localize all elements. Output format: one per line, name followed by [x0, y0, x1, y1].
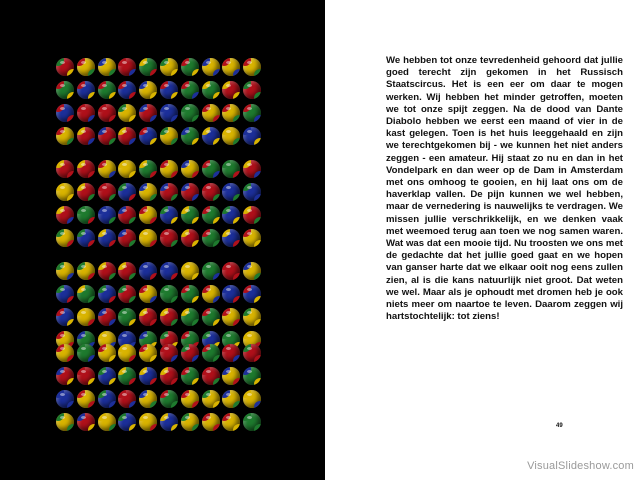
juggling-ball [98, 127, 116, 145]
juggling-ball [243, 127, 261, 145]
right-page [325, 0, 640, 480]
juggling-ball [243, 206, 261, 224]
juggling-ball [202, 229, 220, 247]
juggling-ball [98, 390, 116, 408]
juggling-ball [160, 229, 178, 247]
ball-row [56, 183, 264, 203]
juggling-ball [118, 81, 136, 99]
juggling-ball [98, 183, 116, 201]
juggling-ball [98, 104, 116, 122]
juggling-ball [118, 390, 136, 408]
juggling-ball [139, 58, 157, 76]
juggling-ball [77, 229, 95, 247]
juggling-ball [202, 183, 220, 201]
juggling-ball [139, 229, 157, 247]
ball-row [56, 285, 264, 305]
juggling-ball [222, 344, 240, 362]
juggling-ball [202, 81, 220, 99]
ball-row [56, 344, 264, 364]
juggling-ball [139, 308, 157, 326]
juggling-ball [139, 390, 157, 408]
juggling-ball [202, 390, 220, 408]
juggling-ball [222, 127, 240, 145]
juggling-ball [202, 58, 220, 76]
juggling-ball [160, 81, 178, 99]
juggling-ball [139, 81, 157, 99]
juggling-ball [139, 262, 157, 280]
juggling-ball [181, 81, 199, 99]
ball-group [56, 58, 264, 150]
juggling-ball [181, 127, 199, 145]
juggling-ball [181, 390, 199, 408]
juggling-ball [77, 58, 95, 76]
juggling-ball [56, 413, 74, 431]
juggling-ball [222, 262, 240, 280]
juggling-ball [56, 229, 74, 247]
juggling-ball [202, 262, 220, 280]
juggling-ball [222, 413, 240, 431]
juggling-ball [243, 81, 261, 99]
juggling-ball [160, 160, 178, 178]
juggling-ball [98, 344, 116, 362]
ball-row [56, 160, 264, 180]
ball-row [56, 58, 264, 78]
juggling-ball [139, 160, 157, 178]
juggling-ball [243, 390, 261, 408]
juggling-ball [181, 58, 199, 76]
juggling-ball [98, 229, 116, 247]
juggling-ball [202, 206, 220, 224]
juggling-ball [98, 81, 116, 99]
juggling-ball [243, 229, 261, 247]
juggling-ball [202, 308, 220, 326]
juggling-ball [160, 344, 178, 362]
juggling-ball [56, 344, 74, 362]
juggling-ball [98, 160, 116, 178]
juggling-ball [243, 285, 261, 303]
juggling-ball [77, 390, 95, 408]
watermark: VisualSlideshow.com [527, 460, 634, 472]
juggling-ball [56, 160, 74, 178]
juggling-ball [56, 127, 74, 145]
juggling-ball [77, 206, 95, 224]
juggling-ball [222, 206, 240, 224]
juggling-ball [222, 285, 240, 303]
juggling-ball [98, 285, 116, 303]
juggling-ball [181, 308, 199, 326]
juggling-ball [181, 262, 199, 280]
juggling-ball [118, 308, 136, 326]
juggling-ball [56, 285, 74, 303]
juggling-ball [202, 285, 220, 303]
juggling-ball [118, 183, 136, 201]
juggling-ball [181, 229, 199, 247]
juggling-ball [222, 81, 240, 99]
ball-row [56, 308, 264, 328]
page-number: 49 [556, 423, 563, 429]
juggling-ball [243, 183, 261, 201]
juggling-ball [118, 58, 136, 76]
juggling-ball [181, 413, 199, 431]
juggling-ball [118, 206, 136, 224]
juggling-ball [118, 262, 136, 280]
ball-row [56, 206, 264, 226]
juggling-ball [56, 104, 74, 122]
juggling-ball [181, 285, 199, 303]
juggling-ball [98, 308, 116, 326]
juggling-ball [160, 206, 178, 224]
juggling-ball [139, 183, 157, 201]
juggling-ball [243, 344, 261, 362]
juggling-ball [56, 183, 74, 201]
ball-row [56, 127, 264, 147]
body-text: We hebben tot onze tevredenheid gehoord dat jullie goed terecht zijn gekomen in het Russisch Staatscircus. Het is een eer om daar te mogen werken. Wij hebben het minder getroffen, moeten we tot onze spijt zeggen. Na de dood van Dante Diabolo hebben we eerst een maand of vier in de kast gelegen. Toen is het huis leeggehaald en zijn we terechtgekomen bij - we kunnen het niet anders zeggen - een amateur. Hij staat zo nu en dan in het Vondelpark en dan weer op de Dam in Amsterdam met ons omhoog te gooien, en hij laat ons om de haverklap vallen. De pijn kunnen we wel hebben, maar de vernedering is nauwelijks te verdragen. We missen jullie verschrikkelijk, en we denken vaak met weemoed terug aan toen we nog samen waren. Wat was dat een mooie tijd. Nu troosten we ons met de gedachte dat het jullie goed gaat en we hopen van ganser harte dat we elkaar ooit nog eens zullen zien, al is die kans natuurlijk niet groot. Dat weten we wel. Maar als je ophoudt met dromen heb je ook niets meer om naartoe te leven. Daarom zeggen wij hartstochtelijk: tot ziens! [386, 55, 623, 323]
juggling-ball [118, 104, 136, 122]
juggling-ball [139, 104, 157, 122]
juggling-ball [160, 413, 178, 431]
juggling-ball [181, 160, 199, 178]
juggling-ball [243, 160, 261, 178]
juggling-ball [181, 206, 199, 224]
juggling-ball [56, 206, 74, 224]
ball-row [56, 81, 264, 101]
juggling-ball [160, 127, 178, 145]
ball-row [56, 104, 264, 124]
juggling-ball [118, 229, 136, 247]
juggling-ball [202, 367, 220, 385]
ball-group [56, 344, 264, 436]
juggling-ball [77, 285, 95, 303]
juggling-ball [222, 104, 240, 122]
juggling-ball [56, 81, 74, 99]
juggling-ball [160, 285, 178, 303]
juggling-ball [139, 127, 157, 145]
juggling-ball [222, 160, 240, 178]
juggling-ball [243, 104, 261, 122]
juggling-ball [118, 367, 136, 385]
ball-row [56, 390, 264, 410]
ball-row [56, 367, 264, 387]
juggling-ball [202, 104, 220, 122]
juggling-ball [118, 160, 136, 178]
juggling-ball [118, 413, 136, 431]
juggling-ball [98, 367, 116, 385]
juggling-ball [77, 160, 95, 178]
juggling-ball [222, 229, 240, 247]
ball-group [56, 262, 264, 354]
juggling-ball [98, 206, 116, 224]
juggling-ball [118, 285, 136, 303]
juggling-ball [77, 413, 95, 431]
juggling-ball [118, 344, 136, 362]
juggling-ball [77, 183, 95, 201]
juggling-ball [98, 262, 116, 280]
juggling-ball [243, 308, 261, 326]
juggling-ball [160, 367, 178, 385]
juggling-ball [139, 413, 157, 431]
juggling-ball [181, 104, 199, 122]
juggling-ball [56, 367, 74, 385]
juggling-ball [77, 367, 95, 385]
ball-row [56, 413, 264, 433]
juggling-ball [243, 413, 261, 431]
juggling-ball [202, 344, 220, 362]
juggling-ball [56, 390, 74, 408]
juggling-ball [160, 262, 178, 280]
juggling-ball [77, 308, 95, 326]
ball-row [56, 262, 264, 282]
juggling-ball [98, 413, 116, 431]
juggling-ball [77, 262, 95, 280]
juggling-ball [139, 344, 157, 362]
juggling-ball [181, 344, 199, 362]
ball-row [56, 229, 264, 249]
juggling-ball [56, 308, 74, 326]
juggling-ball [77, 81, 95, 99]
juggling-ball [160, 58, 178, 76]
juggling-ball [202, 160, 220, 178]
juggling-ball [222, 183, 240, 201]
juggling-ball [160, 390, 178, 408]
ball-group [56, 160, 264, 252]
juggling-ball [202, 127, 220, 145]
juggling-ball [222, 58, 240, 76]
juggling-ball [139, 367, 157, 385]
juggling-ball [160, 308, 178, 326]
juggling-ball [222, 367, 240, 385]
juggling-ball [181, 183, 199, 201]
juggling-ball [139, 206, 157, 224]
juggling-ball [77, 104, 95, 122]
juggling-ball [98, 58, 116, 76]
juggling-ball [77, 344, 95, 362]
juggling-ball [202, 413, 220, 431]
juggling-ball [160, 104, 178, 122]
juggling-ball [139, 285, 157, 303]
juggling-ball [222, 308, 240, 326]
juggling-ball [118, 127, 136, 145]
juggling-ball [181, 367, 199, 385]
juggling-ball [56, 262, 74, 280]
juggling-ball [160, 183, 178, 201]
juggling-ball [243, 262, 261, 280]
juggling-ball [243, 367, 261, 385]
juggling-ball [222, 390, 240, 408]
juggling-ball [77, 127, 95, 145]
juggling-ball [243, 58, 261, 76]
juggling-ball [56, 58, 74, 76]
